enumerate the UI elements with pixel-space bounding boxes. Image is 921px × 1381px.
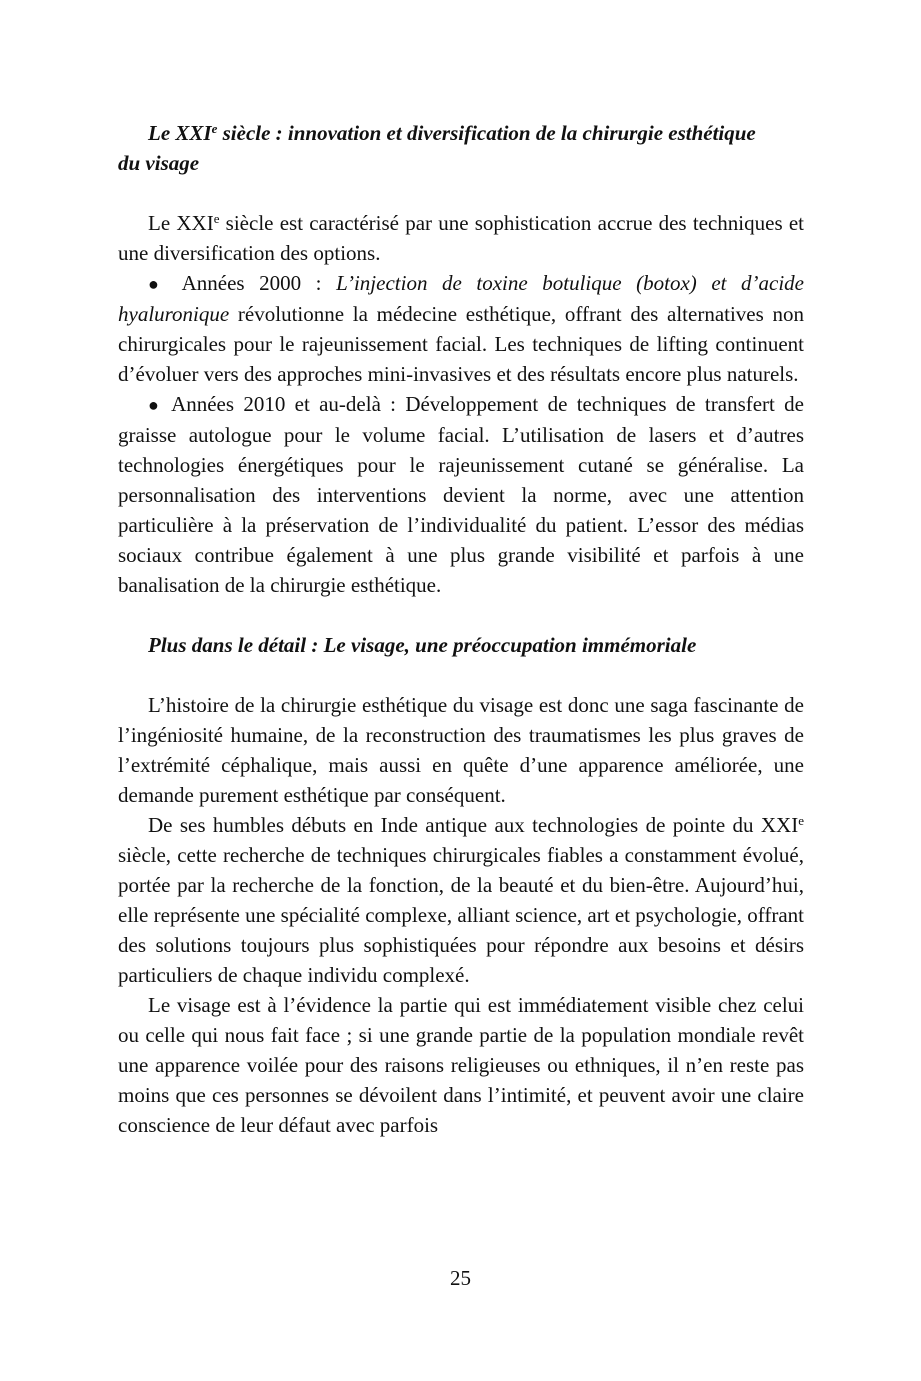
bullet2-text: Années 2010 et au-delà : Développement de techniques de transfert de graisse autologue pour le volume facial. L’utilisation de lasers et d’autres technologies énergétiques pour le rajeunissement cutané se généralise. La personnalisation des interventions devient la norme, avec une attention particulière à la préservation de l’individualité du patient. L’essor des médias sociaux contribue également à une plus grande visibilité et parfois à une banalisation de la chirurgie esthétique. xyxy=(118,392,804,597)
bullet-item-2000 xyxy=(118,268,804,389)
spacer xyxy=(118,178,804,208)
paragraph-histoire: L’histoire de la chirurgie esthétique du visage est donc une saga fascinante de l’ingéniosité humaine, de la reconstruction des traumatismes les plus graves de l’extrémité céphalique, mais aussi en quête d’une apparence améliorée, une demande purement esthétique par conséquent. xyxy=(118,693,804,807)
intro-text-b: siècle est caractérisé par une sophistication accrue des techniques et une diversification des options. xyxy=(118,211,804,265)
heading-text-a: Le XXI xyxy=(148,121,212,145)
page-number: 25 xyxy=(450,1266,471,1290)
bullet-item-2010 xyxy=(118,389,804,600)
page-body xyxy=(118,118,804,1140)
bullet1-italic: L’injection de toxine botulique (botox) et d’acide hyaluronique xyxy=(118,271,805,326)
para2-text-a: De ses humbles débuts en Inde antique aux technologies de pointe du XXI xyxy=(148,813,799,837)
intro-superscript: e xyxy=(213,211,220,226)
heading-superscript: e xyxy=(211,121,218,136)
bullet-icon: ● xyxy=(148,395,163,415)
paragraph-visage: Le visage est à l’évidence la partie qui est immédiatement visible chez celui ou celle qui nous fait face ; si une grande partie de la population mondiale revêt une apparence voilée pour des raisons religieuses ou ethniques, il n’en reste pas moins que ces personnes se dévoilent dans l’intimité, et peuvent avoir une claire conscience de leur défaut avec parfois xyxy=(118,993,804,1137)
paragraph-intro xyxy=(118,208,804,268)
section-heading-xxi-siecle xyxy=(118,118,804,178)
spacer xyxy=(118,660,804,690)
paragraph-debuts xyxy=(118,810,804,990)
para2-text-b: siècle, cette recherche de techniques chirurgicales fiables a constamment évolué, portée par la recherche de la fonction, de la beauté et du bien-être. Aujourd’hui, elle représente une spécialité complexe, alliant science, art et psychologie, offrant des solutions toujours plus sophistiquées pour répondre aux besoins et désirs particuliers de chaque individu complexé. xyxy=(118,843,804,987)
bullet-icon: ● xyxy=(148,274,169,294)
para2-superscript: e xyxy=(798,813,804,828)
bullet1-rest: révolutionne la médecine esthétique, offrant des alternatives non chirurgicales pour le rajeunissement facial. Les techniques de lifting continuent d’évoluer vers des approches mini-invasives et des résultats encore plus naturels. xyxy=(118,302,804,386)
section-heading-detail: Plus dans le détail : Le visage, une préoccupation immémoriale xyxy=(148,633,697,657)
intro-text-a: Le XXI xyxy=(148,211,214,235)
bullet1-lead: Années 2000 : xyxy=(168,271,337,295)
heading-text-b: siècle : innovation et diversification de la chirurgie esthétique xyxy=(217,121,756,145)
spacer xyxy=(118,600,804,630)
heading-text-c: du visage xyxy=(118,151,200,175)
